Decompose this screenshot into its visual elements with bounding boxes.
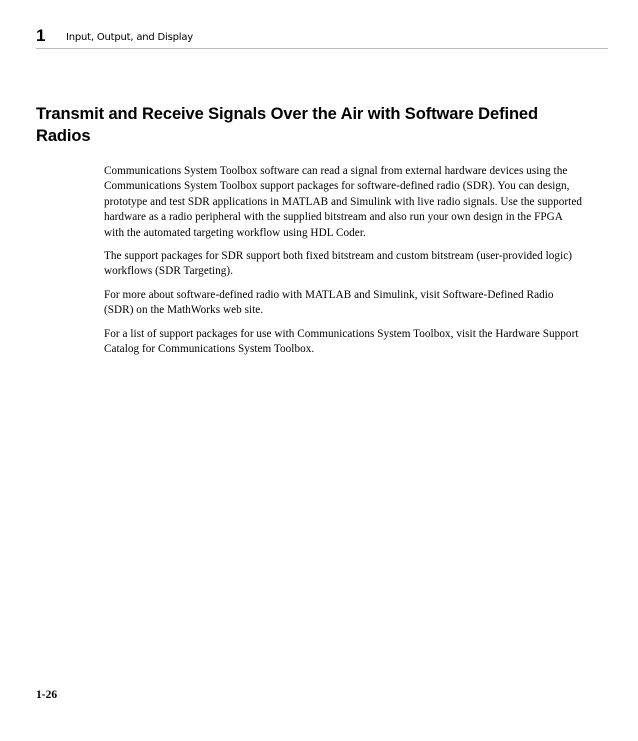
page-number: 1-26 (36, 689, 58, 701)
section-body (104, 164, 582, 365)
section-heading: Transmit and Receive Signals Over the Air with Software Defined Radios (36, 105, 538, 145)
chapter-title: Input, Output, and Display (66, 32, 193, 43)
paragraph-intro: Communications System Toolbox software can read a signal from external hardware devices using the Communications System Toolbox support packages for software-defined radio (SDR). You can design, prototype and test SDR applications in MATLAB and Simulink with live radio signals. Use the supported hardware as a radio peripheral with the supplied bitstream and also run your own design in the FPGA with the automated targeting workflow using HDL Coder. (104, 165, 582, 239)
paragraph-support-catalog: For a list of support packages for use with Communications System Toolbox, visit the Hardware Support Catalog for Communications System Toolbox. (104, 327, 579, 356)
running-header (36, 26, 608, 49)
paragraph-workflows: The support packages for SDR support both fixed bitstream and custom bitstream (user-provided logic) workflows (SDR Targeting). (104, 250, 573, 278)
paragraph-more-info: For more about software-defined radio with MATLAB and Simulink, visit Software-Defined Radio (SDR) on the MathWorks web site. (104, 288, 554, 317)
chapter-number: 1 (36, 26, 46, 45)
